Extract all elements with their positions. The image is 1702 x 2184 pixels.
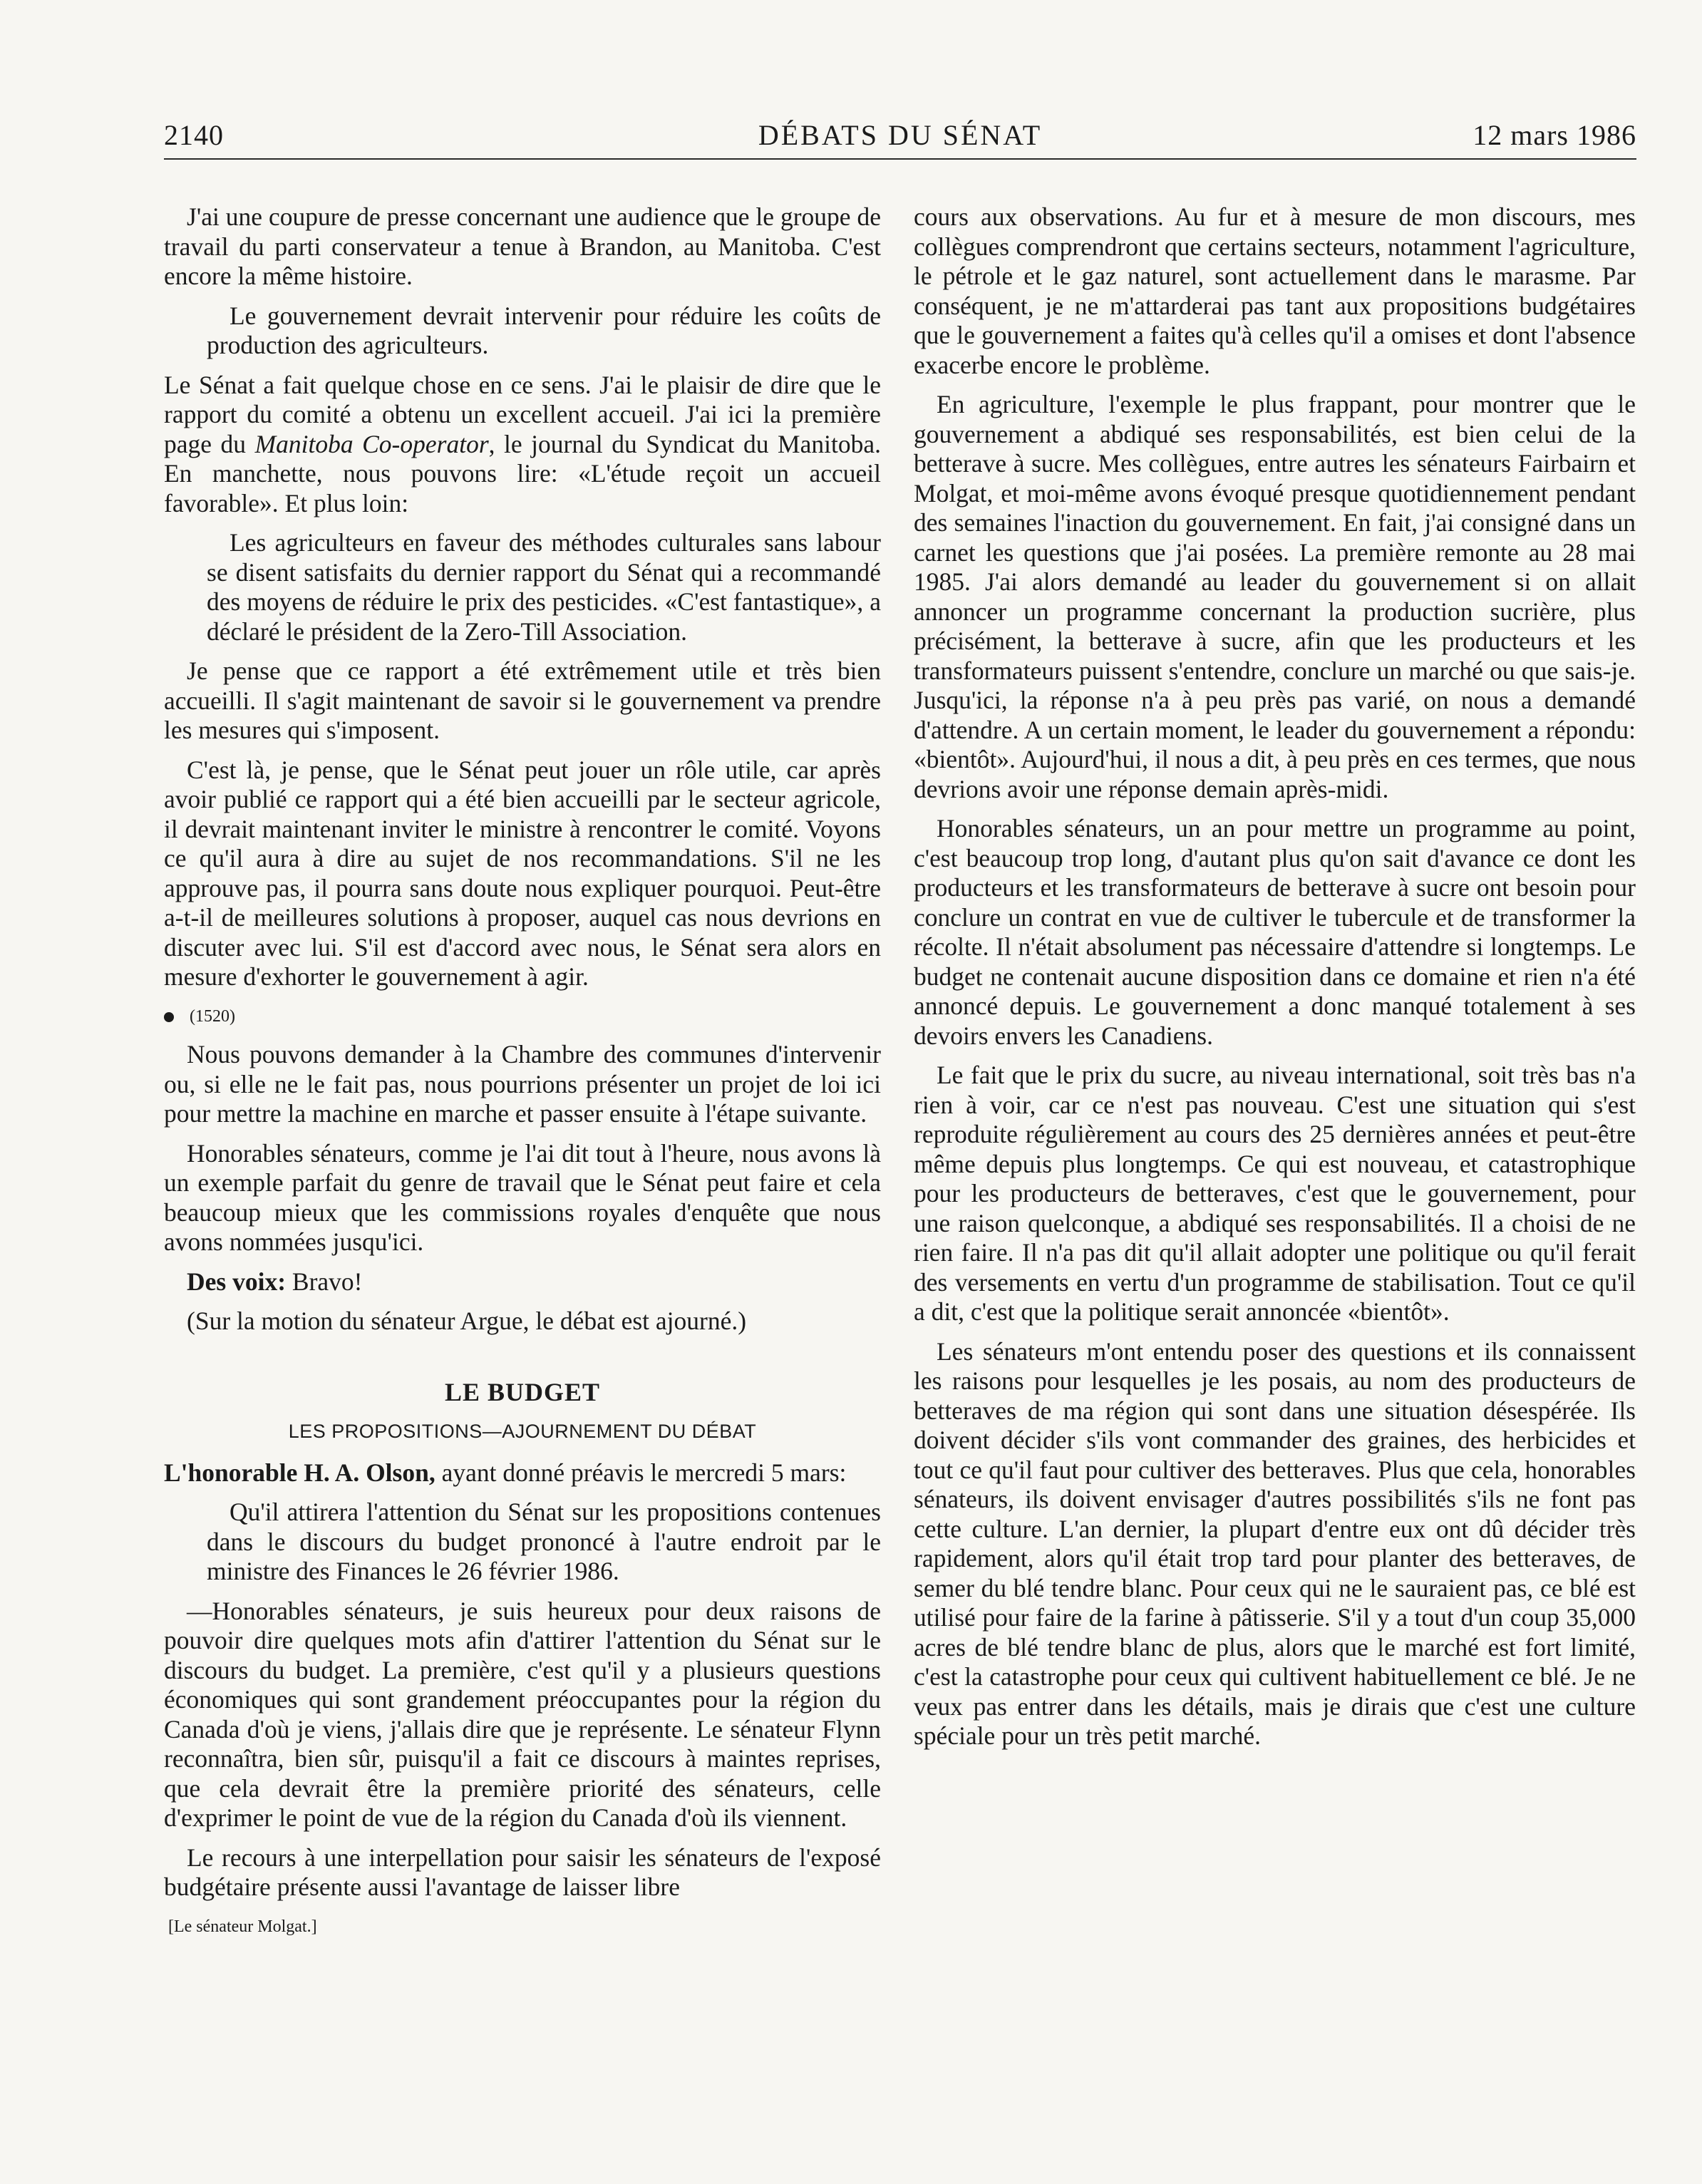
paragraph: Je pense que ce rapport a été extrêmement utile et très bien accueilli. Il s'agit maintenant de savoir si le gouvernement va prendre les mesures qui s'imposent. — [164, 656, 881, 744]
paragraph: —Honorables sénateurs, je suis heureux pour deux raisons de pouvoir dire quelques mots afin d'attirer l'attention du Sénat sur le discours du budget. La première, c'est qu'il y a plusieurs questions économiques qui sont grandement préoccupantes pour la région du Canada d'où je viens, j'allais dire que je représente. Le sénateur Flynn reconnaîtra, bien sûr, puisqu'il a fait ce discours à maintes reprises, que cela devrait être la première priorité des sénateurs, celle d'exprimer le point de vue de la région du Canada d'où ils viennent. — [164, 1596, 881, 1832]
speaker-name: L'honorable H. A. Olson, — [164, 1458, 435, 1487]
speaker-name: Des voix: — [187, 1267, 287, 1296]
section-title: LE BUDGET — [444, 1377, 601, 1406]
paragraph — [164, 1267, 881, 1297]
paragraph — [164, 371, 881, 519]
paragraph: Les sénateurs m'ont entendu poser des questions et ils connaissent les raisons pour lesquelles je les posais, au nom des producteurs de betteraves de ma région qui sont dans une situation désespérée. Ils doivent décider s'ils vont commander des graines, des herbicides et tout ce qu'il faut pour cultiver des betteraves. Plus que cela, honorables sénateurs, ils doivent envisager d'autres possibilités s'ils ne font pas cette culture. L'an dernier, la plupart d'entre eux ont dû décider très rapidement, alors qu'il était trop tard pour planter des betteraves, de semer du blé tendre blanc. Pour ceux qui ne le sauraient pas, ce blé est utilisé pour faire de la farine à pâtisserie. S'il y a tout d'un coup 35,000 acres de blé tendre blanc de plus, alors que le marché est fort limité, c'est la catastrophe pour ceux qui cultivent habituellement ce blé. Je ne veux pas entrer dans les détails, mais je dirais que c'est une culture spéciale pour un très petit marché. — [914, 1336, 1636, 1750]
time-marker — [164, 1002, 881, 1032]
publication-title: DÉBATS DU SÉNAT — [758, 119, 1043, 151]
paragraph-text: ayant donné préavis le mercredi 5 mars: — [435, 1458, 847, 1487]
paragraph: J'ai une coupure de presse concernant une audience que le groupe de travail du parti conservateur a tenue à Brandon, au Manitoba. C'est encore la même histoire. — [164, 202, 881, 290]
paragraph — [164, 1458, 881, 1488]
bullet-icon — [164, 1012, 174, 1022]
paragraph: Le recours à une interpellation pour saisir les sénateurs de l'exposé budgétaire présente aussi l'avantage de laisser libre — [164, 1843, 881, 1901]
speaker-footnote: [Le sénateur Molgat.] — [168, 1917, 317, 1936]
right-column — [914, 202, 1636, 1761]
paragraph: cours aux observations. Au fur et à mesure de mon discours, mes collègues comprendront que certains secteurs, notamment l'agriculture, le pétrole et le gaz naturel, sont actuellement dans le marasme. Par conséquent, je ne m'attarderai pas tant aux propositions budgétaires que le gouvernement a faites qu'à celles qu'il a omises et dont l'absence exacerbe encore le problème. — [914, 202, 1636, 379]
speech-text: Bravo! — [286, 1267, 363, 1296]
block-quote: Le gouvernement devrait intervenir pour réduire les coûts de production des agriculteurs. — [207, 301, 881, 359]
paragraph: C'est là, je pense, que le Sénat peut jouer un rôle utile, car après avoir publié ce rapport qui a été bien accueilli par le secteur agricole, il devrait maintenant inviter le ministre à rencontrer le comité. Voyons ce qu'il aura à dire au sujet de nos recommandations. S'il ne les approuve pas, il pourra sans doute nous expliquer pourquoi. Peut-être a-t-il de meilleures solutions à proposer, auquel cas nous devrions en discuter avec lui. S'il est d'accord avec nous, le Sénat sera alors en mesure d'exhorter le gouvernement à agir. — [164, 755, 881, 991]
paragraph: Honorables sénateurs, comme je l'ai dit tout à l'heure, nous avons là un exemple parfait du genre de travail que le Sénat peut faire et cela beaucoup mieux que les commissions royales d'enquête que nous avons nommées jusqu'ici. — [164, 1138, 881, 1256]
paragraph-text: , le journal du Syndicat du Manitoba. En manchette, nous pouvons lire: «L'étude reçoit un accueil favorable». Et plus loin: — [164, 429, 881, 517]
section-subtitle: LES PROPOSITIONS—AJOURNEMENT DU DÉBAT — [288, 1421, 757, 1442]
procedural-note: (Sur la motion du sénateur Argue, le débat est ajourné.) — [187, 1307, 747, 1335]
block-quote: Qu'il attirera l'attention du Sénat sur les propositions contenues dans le discours du budget prononcé à l'autre endroit par le ministre des Finances le 26 février 1986. — [207, 1498, 881, 1585]
paragraph: Nous pouvons demander à la Chambre des communes d'intervenir ou, si elle ne le fait pas, nous pourrions présenter un projet de loi ici pour mettre la machine en marche et passer ensuite à l'étape suivante. — [164, 1040, 881, 1128]
page-header — [164, 115, 1636, 160]
paragraph-text: Le Sénat a fait quelque chose en ce sens. J'ai le plaisir de dire que le rapport du comité a obtenu un excellent accueil. J'ai ici la première page du — [164, 370, 881, 458]
time-marker-text: (1520) — [190, 1006, 235, 1026]
newspaper-title: Manitoba Co-operator — [254, 429, 489, 458]
paragraph: Honorables sénateurs, un an pour mettre un programme au point, c'est beaucoup trop long, d'autant plus qu'on sait d'avance ce dont les producteurs et les transformateurs de betterave à sucre ont besoin pour conclure un contrat en vue de cultiver le tubercule et de transformer la récolte. Il n'était absolument pas nécessaire d'attendre si longtemps. Le budget ne contenait aucune disposition dans ce domaine et rien n'a été annoncé depuis. Le gouvernement a donc manqué totalement à ses devoirs envers les Canadiens. — [914, 814, 1636, 1050]
block-quote: Les agriculteurs en faveur des méthodes culturales sans labour se disent satisfaits du dernier rapport du Sénat qui a recommandé des moyens de réduire le prix des pesticides. «C'est fantastique», a déclaré le président de la Zero-Till Association. — [207, 528, 881, 646]
left-column — [164, 202, 881, 1942]
paragraph: En agriculture, l'exemple le plus frappant, pour montrer que le gouvernement a abdiqué ses responsabilités, est bien celui de la betterave à sucre. Mes collègues, entre autres les sénateurs Fairbairn et Molgat, et moi-même avons évoqué presque quotidiennement pendant des semaines l'inaction du gouvernement. En fait, j'ai consigné dans un carnet les questions que j'ai posées. La première remonte au 28 mai 1985. J'ai alors demandé au leader du gouvernement si on allait annoncer un programme concernant la production sucrière, plus précisément, la betterave à sucre, afin que les producteurs et les transformateurs puissent s'entendre, conclure un marché ou que sais-je. Jusqu'ici, la réponse n'a à peu près pas varié, on nous a demandé d'attendre. A un certain moment, le leader du gouvernement a répondu: «bientôt». Aujourd'hui, il nous a dit, à peu près en ces termes, que nous devrions avoir une réponse demain après-midi. — [914, 390, 1636, 803]
page-number: 2140 — [164, 119, 224, 151]
page-date: 12 mars 1986 — [1473, 119, 1636, 151]
paragraph: Le fait que le prix du sucre, au niveau international, soit très bas n'a rien à voir, car ce n'est pas nouveau. C'est une situation qui s'est reproduite régulièrement au cours des 25 dernières années et peut-être même depuis plus longtemps. Ce qui est nouveau, et catastrophique pour les producteurs de betteraves, c'est que le gouvernement, pour une raison quelconque, a abdiqué ses responsabilités. Il a choisi de ne rien faire. Il n'a pas dit qu'il allait adopter une politique ou qu'il ferait des versements en vertu d'un programme de stabilisation. Tout ce qu'il a dit, c'est que la politique serait annoncée «bientôt». — [914, 1061, 1636, 1326]
